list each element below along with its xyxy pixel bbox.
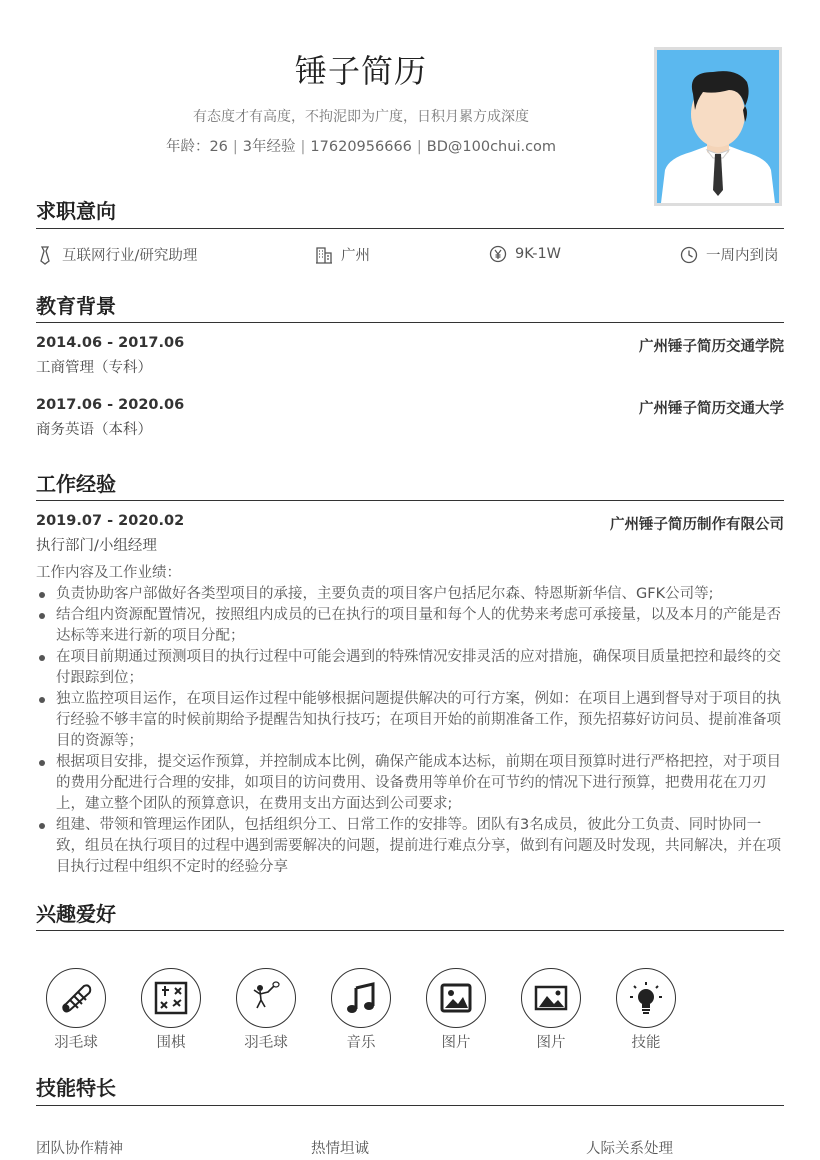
hobby-item xyxy=(236,968,296,1052)
resume-motto: 有态度才有高度，不拘泥即为广度，日积月累方成深度 xyxy=(193,109,529,125)
education-school: 广州锤子简历交通学院 xyxy=(639,339,784,355)
hobby-label: 围棋 xyxy=(156,1035,186,1051)
education-school: 广州锤子简历交通大学 xyxy=(639,401,784,417)
shuttlecock-icon xyxy=(58,980,94,1016)
work-items xyxy=(36,584,784,878)
list-item: 独立监控项目运作，在项目运作过程中能够根据问题提供解决的可行方案，例如：在项目上遇到督导对于项目的执行经验不够丰富的时候前期给予提醒告知执行技巧；在项目开始的前期准备工作，预先招募好访问员、提前准备项目的资源等； xyxy=(36,689,784,752)
work-description xyxy=(36,563,784,878)
work-period: 2019.07 - 2020.02 xyxy=(36,513,185,529)
hobby-label: 技能 xyxy=(631,1035,661,1051)
skill-item: 人际关系处理 xyxy=(586,1141,673,1157)
yen-icon xyxy=(489,244,507,264)
section-title-intent: 求职意向 xyxy=(36,199,116,223)
section-divider xyxy=(36,930,784,931)
clock-icon xyxy=(680,245,698,265)
contact-experience: 3年经验 xyxy=(242,139,296,155)
hobby-item xyxy=(46,968,106,1052)
section-divider xyxy=(36,1105,784,1106)
intent-industry-text: 互联网行业/研究助理 xyxy=(62,248,198,264)
contact-phone: 17620956666 xyxy=(310,139,412,155)
skill-item: 团队协作精神 xyxy=(36,1141,123,1157)
hobby-label: 图片 xyxy=(536,1035,566,1051)
hobby-item xyxy=(521,968,581,1052)
intent-city xyxy=(315,244,370,265)
intent-salary xyxy=(489,244,561,264)
resume-name: 锤子简历 xyxy=(294,52,427,90)
work-company: 广州锤子简历制作有限公司 xyxy=(610,517,784,533)
list-item: 组建、带领和管理运作团队，包括组织分工、日常工作的安排等。团队有3名成员，彼此分工负责、同时协同一致，组员在执行项目的过程中遇到需要解决的问题，提前进行难点分享，做到有问题及时发现，共同解决，并在项目执行过程中组织不定时的经验分享 xyxy=(36,815,784,878)
hobby-item xyxy=(331,968,391,1052)
section-title-work: 工作经验 xyxy=(36,472,116,496)
hobby-item xyxy=(141,968,201,1052)
section-title-education: 教育背景 xyxy=(36,294,116,318)
tie-icon xyxy=(36,245,54,265)
picture-icon xyxy=(438,980,474,1016)
work-position: 执行部门/小组经理 xyxy=(36,538,157,554)
education-major: 商务英语（本科） xyxy=(36,422,152,438)
education-period: 2014.06 - 2017.06 xyxy=(36,335,185,351)
hobby-item xyxy=(426,968,486,1052)
skill-item: 热情坦诚 xyxy=(311,1141,369,1157)
section-divider xyxy=(36,322,784,323)
badminton-player-icon xyxy=(248,980,284,1016)
intent-arrival-text: 一周内到岗 xyxy=(706,248,779,264)
section-divider xyxy=(36,228,784,229)
music-note-icon xyxy=(343,980,379,1016)
lightbulb-icon xyxy=(628,980,664,1016)
intent-industry xyxy=(36,244,197,265)
list-item: 在项目前期通过预测项目的执行过程中可能会遇到的特殊情况安排灵活的应对措施，确保项目质量把控和最终的交付跟踪到位； xyxy=(36,647,784,689)
landscape-picture-icon xyxy=(533,980,569,1016)
contact-line: 年龄：26 | 3年经验 | 17620956666 | BD@100chui.com xyxy=(165,139,557,155)
section-title-hobbies: 兴趣爱好 xyxy=(36,902,116,926)
contact-age: 年龄：26 xyxy=(165,139,228,155)
list-item: 根据项目安排，提交运作预算，并控制成本比例，确保产能成本达标，前期在项目预算时进行严格把控，对于项目的费用分配进行合理的安排，如项目的访问费用、设备费用等单价在可节约的情况下进行预算，把费用花在刀刃上，建立整个团队的预算意识，在费用支出方面达到公司要求; xyxy=(36,752,784,815)
intent-salary-text: 9K-1W xyxy=(515,246,562,262)
work-intro: 工作内容及工作业绩： xyxy=(36,565,181,581)
list-item: 结合组内资源配置情况，按照组内成员的已在执行的项目量和每个人的优势来考虑可承接量，以及本月的产能是否达标等来进行新的项目分配； xyxy=(36,605,784,647)
list-item: 负责协助客户部做好各类型项目的承接，主要负责的项目客户包括尼尔森、特恩斯新华信、GFK公司等; xyxy=(36,584,784,605)
avatar xyxy=(654,47,782,206)
intent-city-text: 广州 xyxy=(341,248,370,264)
intent-arrival xyxy=(680,244,779,265)
hobby-label: 音乐 xyxy=(346,1035,376,1051)
contact-email: BD@100chui.com xyxy=(426,139,557,155)
education-major: 工商管理（专科） xyxy=(36,360,152,376)
building-icon xyxy=(315,245,333,265)
section-divider xyxy=(36,500,784,501)
section-title-skills: 技能特长 xyxy=(36,1076,116,1100)
hobby-label: 羽毛球 xyxy=(54,1035,98,1051)
hobby-label: 羽毛球 xyxy=(244,1035,288,1051)
education-period: 2017.06 - 2020.06 xyxy=(36,397,185,413)
go-board-icon xyxy=(153,980,189,1016)
hobby-label: 图片 xyxy=(441,1035,471,1051)
hobby-item xyxy=(616,968,676,1052)
